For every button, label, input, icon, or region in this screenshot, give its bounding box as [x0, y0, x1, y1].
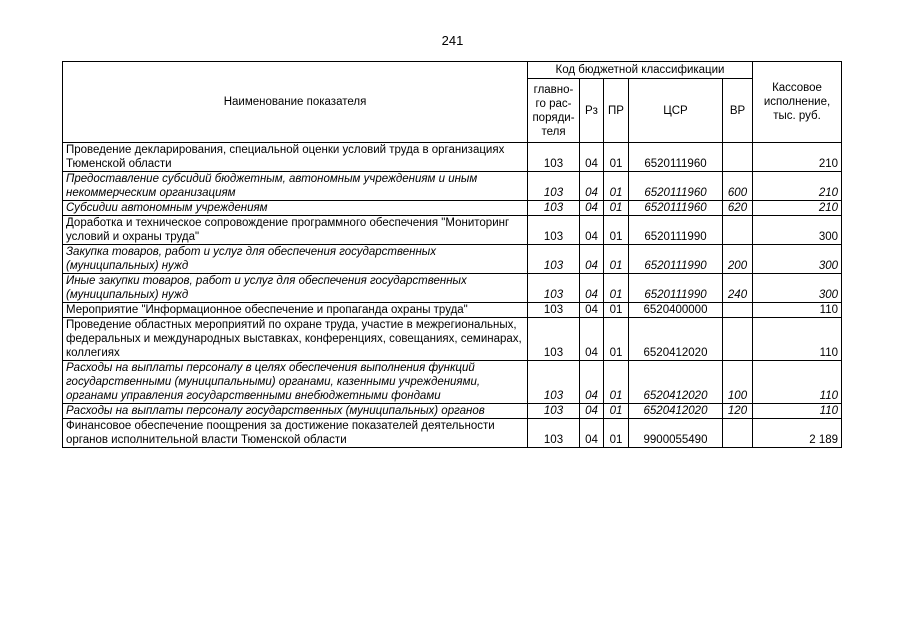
cell-rz: 04	[580, 419, 604, 448]
cell-name: Доработка и техническое сопровождение программного обеспечения "Мониторинг условий и охраны труда"	[63, 216, 528, 245]
cell-rz: 04	[580, 361, 604, 404]
cell-admin: 103	[528, 361, 580, 404]
cell-admin: 103	[528, 318, 580, 361]
cell-pr: 01	[604, 245, 629, 274]
cell-vr	[723, 143, 753, 172]
cell-rz: 04	[580, 143, 604, 172]
cell-vr: 120	[723, 404, 753, 419]
cell-amount: 210	[753, 201, 842, 216]
cell-vr	[723, 419, 753, 448]
cell-name: Иные закупки товаров, работ и услуг для обеспечения государственных (муниципальных) нужд	[63, 274, 528, 303]
header-pr: ПР	[604, 79, 629, 143]
cell-rz: 04	[580, 318, 604, 361]
cell-vr	[723, 318, 753, 361]
cell-pr: 01	[604, 361, 629, 404]
page-number: 241	[441, 33, 464, 48]
cell-name: Предоставление субсидий бюджетным, автономным учреждениям и иным некоммерческим организациям	[63, 172, 528, 201]
cell-csr: 6520111990	[629, 274, 723, 303]
table-row	[63, 201, 842, 216]
cell-csr: 6520412020	[629, 318, 723, 361]
cell-amount: 2 189	[753, 419, 842, 448]
cell-rz: 04	[580, 245, 604, 274]
cell-amount: 110	[753, 318, 842, 361]
header-csr: ЦСР	[629, 79, 723, 143]
cell-amount: 110	[753, 303, 842, 318]
cell-vr: 620	[723, 201, 753, 216]
cell-rz: 04	[580, 172, 604, 201]
cell-rz: 04	[580, 274, 604, 303]
header-amount: Кассовое исполнение, тыс. руб.	[753, 62, 842, 143]
cell-csr: 9900055490	[629, 419, 723, 448]
cell-amount: 210	[753, 172, 842, 201]
cell-pr: 01	[604, 419, 629, 448]
cell-rz: 04	[580, 303, 604, 318]
cell-name: Проведение декларирования, специальной оценки условий труда в организациях Тюменской области	[63, 143, 528, 172]
cell-admin: 103	[528, 143, 580, 172]
cell-csr: 6520111960	[629, 143, 723, 172]
cell-name: Субсидии автономным учреждениям	[63, 201, 528, 216]
cell-rz: 04	[580, 216, 604, 245]
header-admin: главно- го рас- поряди- теля	[528, 79, 580, 143]
budget-table	[62, 61, 842, 448]
table-row	[63, 404, 842, 419]
header-name: Наименование показателя	[63, 62, 528, 143]
cell-csr: 6520412020	[629, 361, 723, 404]
cell-csr: 6520111990	[629, 216, 723, 245]
cell-pr: 01	[604, 274, 629, 303]
cell-csr: 6520400000	[629, 303, 723, 318]
header-vr: ВР	[723, 79, 753, 143]
cell-vr: 600	[723, 172, 753, 201]
cell-name: Мероприятие "Информационное обеспечение и пропаганда охраны труда"	[63, 303, 528, 318]
table-body	[63, 143, 842, 448]
cell-admin: 103	[528, 303, 580, 318]
table-row	[63, 172, 842, 201]
cell-pr: 01	[604, 303, 629, 318]
cell-pr: 01	[604, 201, 629, 216]
table-row	[63, 419, 842, 448]
table-row	[63, 274, 842, 303]
cell-pr: 01	[604, 143, 629, 172]
cell-name: Финансовое обеспечение поощрения за достижение показателей деятельности органов исполнительной власти Тюменской области	[63, 419, 528, 448]
cell-name: Проведение областных мероприятий по охране труда, участие в межрегиональных, федеральных и международных выставках, конференциях, совещаниях, семинарах, коллегиях	[63, 318, 528, 361]
table-row	[63, 245, 842, 274]
cell-name: Расходы на выплаты персоналу в целях обеспечения выполнения функций государственными (муниципальными) органами, казенными учреждениями, органами управления государственными внебюджетными фондами	[63, 361, 528, 404]
cell-pr: 01	[604, 404, 629, 419]
cell-admin: 103	[528, 216, 580, 245]
cell-vr	[723, 303, 753, 318]
cell-vr: 100	[723, 361, 753, 404]
cell-pr: 01	[604, 172, 629, 201]
cell-rz: 04	[580, 404, 604, 419]
header-code-group: Код бюджетной классификации	[528, 62, 753, 79]
cell-vr: 200	[723, 245, 753, 274]
cell-admin: 103	[528, 201, 580, 216]
cell-csr: 6520111990	[629, 245, 723, 274]
cell-csr: 6520111960	[629, 201, 723, 216]
cell-amount: 300	[753, 216, 842, 245]
cell-admin: 103	[528, 419, 580, 448]
header-rz: Рз	[580, 79, 604, 143]
cell-csr: 6520412020	[629, 404, 723, 419]
cell-name: Закупка товаров, работ и услуг для обеспечения государственных (муниципальных) нужд	[63, 245, 528, 274]
table-row	[63, 216, 842, 245]
cell-amount: 300	[753, 274, 842, 303]
cell-vr	[723, 216, 753, 245]
cell-csr: 6520111960	[629, 172, 723, 201]
cell-rz: 04	[580, 201, 604, 216]
table-row	[63, 318, 842, 361]
table-row	[63, 361, 842, 404]
cell-amount: 110	[753, 361, 842, 404]
cell-vr: 240	[723, 274, 753, 303]
cell-admin: 103	[528, 245, 580, 274]
table-row	[63, 303, 842, 318]
cell-pr: 01	[604, 318, 629, 361]
cell-amount: 210	[753, 143, 842, 172]
cell-amount: 300	[753, 245, 842, 274]
cell-admin: 103	[528, 404, 580, 419]
table-row	[63, 143, 842, 172]
cell-name: Расходы на выплаты персоналу государственных (муниципальных) органов	[63, 404, 528, 419]
cell-admin: 103	[528, 274, 580, 303]
cell-pr: 01	[604, 216, 629, 245]
cell-amount: 110	[753, 404, 842, 419]
cell-admin: 103	[528, 172, 580, 201]
